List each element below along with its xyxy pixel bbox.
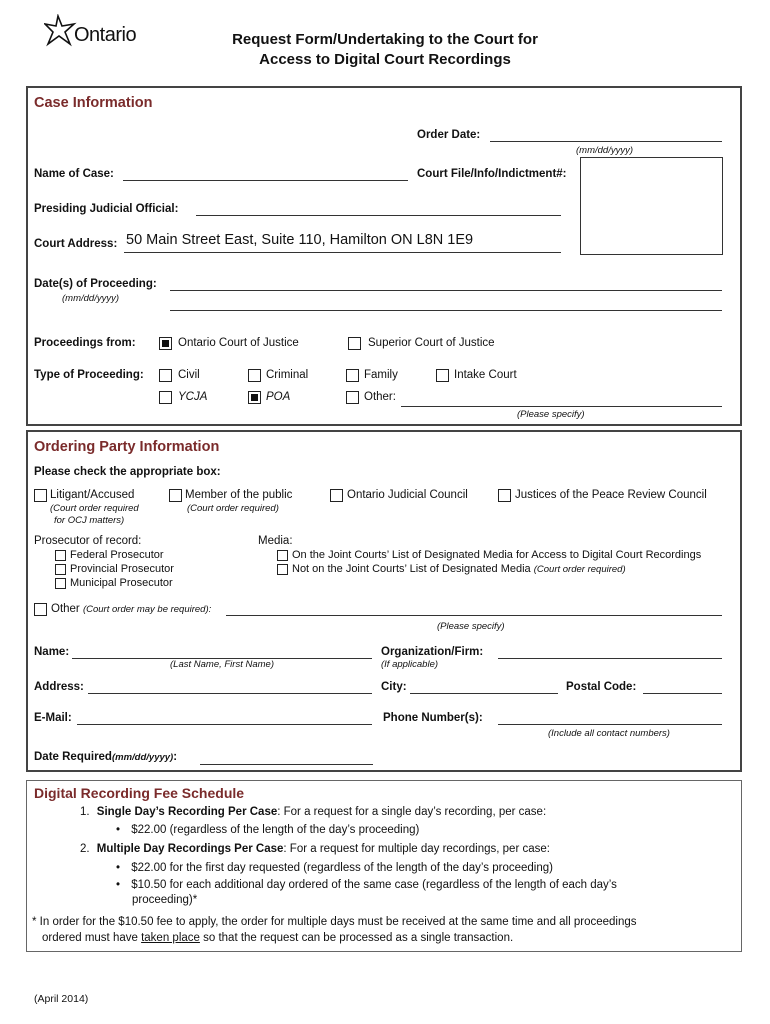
fee-item-2-text: : For a request for multiple day recordings, per case: — [283, 843, 550, 855]
civil-checkbox[interactable] — [159, 369, 172, 382]
other-party-checkbox[interactable] — [34, 603, 47, 616]
other-party-field[interactable] — [226, 615, 722, 616]
other-type-checkbox[interactable] — [346, 391, 359, 404]
litigant-checkbox[interactable] — [34, 489, 47, 502]
fee-item-1-bullet — [116, 824, 419, 836]
check-appropriate-label: Please check the appropriate box: — [34, 466, 221, 478]
fee-item-1-num: 1. — [80, 806, 90, 818]
case-section-title: Case Information — [34, 95, 153, 111]
ycja-checkbox[interactable] — [159, 391, 172, 404]
other-type-label: Other: — [364, 391, 396, 403]
scj-checkbox[interactable] — [348, 337, 361, 350]
fee-item-1-title: Single Day’s Recording Per Case — [96, 806, 278, 818]
city-field[interactable] — [410, 693, 558, 694]
order-date-field[interactable] — [490, 141, 722, 142]
footnote-line-1: * In order for the $10.50 fee to apply, the order for multiple days must be received at the same time and all proceedings — [32, 916, 637, 928]
poa-label: POA — [266, 391, 291, 403]
page-title-line2: Access to Digital Court Recordings — [259, 51, 511, 68]
date-required-hint: (mm/dd/yyyy) — [111, 752, 174, 763]
order-date-label: Order Date: — [417, 129, 481, 141]
fee-item-2 — [80, 843, 550, 855]
email-label: E-Mail: — [34, 712, 72, 724]
date-required-colon: : — [173, 751, 178, 763]
footnote-2c: so that the request can be processed as a single transaction. — [199, 932, 514, 944]
city-label: City: — [381, 681, 407, 693]
media-on-list-label: On the Joint Courts’ List of Designated Media for Access to Digital Court Recordings — [292, 549, 702, 561]
proceedings-from-label: Proceedings from: — [34, 337, 136, 349]
fee-item-2-bullet-2-text-b: proceeding)* — [132, 894, 198, 906]
scj-label: Superior Court of Justice — [368, 337, 495, 349]
media-on-list-checkbox[interactable] — [277, 550, 288, 561]
bullet-icon: • — [116, 862, 121, 874]
federal-label: Federal Prosecutor — [70, 549, 164, 561]
court-address-line — [124, 252, 561, 253]
footnote-2b: taken place — [141, 932, 200, 944]
intake-label: Intake Court — [454, 369, 517, 381]
ocj-label: Ontario Court of Justice — [178, 337, 299, 349]
date-required-field[interactable] — [200, 764, 373, 765]
name-label: Name: — [34, 646, 70, 658]
bullet-icon: • — [116, 879, 121, 891]
court-file-label: Court File/Info/Indictment#: — [417, 168, 567, 180]
org-field[interactable] — [498, 658, 722, 659]
form-date: (April 2014) — [34, 993, 89, 1005]
public-label: Member of the public — [185, 489, 293, 501]
address-label: Address: — [34, 681, 84, 693]
media-not-list-text: Not on the Joint Courts’ List of Designated Media — [292, 563, 531, 575]
postal-code-label: Postal Code: — [566, 681, 637, 693]
litigant-note-2: for OCJ matters) — [54, 515, 125, 526]
intake-checkbox[interactable] — [436, 369, 449, 382]
ojc-checkbox[interactable] — [330, 489, 343, 502]
org-label: Organization/Firm: — [381, 646, 484, 658]
provincial-checkbox[interactable] — [55, 564, 66, 575]
fee-item-2-num: 2. — [80, 843, 90, 855]
phone-label: Phone Number(s): — [383, 712, 483, 724]
type-of-proceeding-label: Type of Proceeding: — [34, 369, 144, 381]
phone-field[interactable] — [498, 724, 722, 725]
other-party-note: (Court order may be required): — [82, 604, 212, 615]
poa-checkbox[interactable] — [248, 391, 261, 404]
dates-field-2[interactable] — [170, 310, 722, 311]
media-not-list-note: (Court order required) — [533, 564, 626, 575]
court-address-label: Court Address: — [34, 238, 118, 250]
postal-code-field[interactable] — [643, 693, 722, 694]
fee-item-2-title: Multiple Day Recordings Per Case — [96, 843, 284, 855]
media-not-list-checkbox[interactable] — [277, 564, 288, 575]
date-required-label — [34, 751, 177, 763]
municipal-checkbox[interactable] — [55, 578, 66, 589]
provincial-label: Provincial Prosecutor — [70, 563, 174, 575]
dates-field-1[interactable] — [170, 290, 722, 291]
fee-item-1-bullet-text: $22.00 (regardless of the length of the day’s proceeding) — [131, 824, 420, 836]
fee-item-2-bullet-1-text: $22.00 for the first day requested (regardless of the length of the day’s proceeding) — [131, 862, 553, 874]
please-specify-hint: (Please specify) — [517, 409, 585, 420]
fee-item-1 — [80, 806, 546, 818]
federal-checkbox[interactable] — [55, 550, 66, 561]
media-label: Media: — [258, 535, 293, 547]
presiding-label: Presiding Judicial Official: — [34, 203, 179, 215]
jprc-checkbox[interactable] — [498, 489, 511, 502]
other-party-label — [51, 603, 211, 615]
bullet-icon: • — [116, 824, 121, 836]
footnote-line-2 — [42, 932, 513, 944]
other-party-text: Other — [51, 603, 80, 615]
page-title-line1: Request Form/Undertaking to the Court for — [232, 31, 538, 48]
court-address-value[interactable]: 50 Main Street East, Suite 110, Hamilton ON L8N 1E9 — [126, 232, 474, 248]
name-hint: (Last Name, First Name) — [170, 659, 274, 670]
logo-text: Ontario — [74, 24, 137, 46]
family-checkbox[interactable] — [346, 369, 359, 382]
criminal-checkbox[interactable] — [248, 369, 261, 382]
media-not-list-label — [292, 563, 626, 575]
order-date-hint: (mm/dd/yyyy) — [576, 145, 633, 156]
address-field[interactable] — [88, 693, 372, 694]
dates-hint: (mm/dd/yyyy) — [62, 293, 119, 304]
fee-item-2-bullet-2 — [116, 879, 617, 891]
dates-of-proceeding-label: Date(s) of Proceeding: — [34, 278, 157, 290]
public-checkbox[interactable] — [169, 489, 182, 502]
date-required-text: Date Required — [34, 751, 112, 763]
ojc-label: Ontario Judicial Council — [347, 489, 468, 501]
civil-label: Civil — [178, 369, 200, 381]
other-party-specify-hint: (Please specify) — [437, 621, 505, 632]
fee-section-title: Digital Recording Fee Schedule — [34, 785, 245, 801]
criminal-label: Criminal — [266, 369, 309, 381]
family-label: Family — [364, 369, 398, 381]
prosecutor-label: Prosecutor of record: — [34, 535, 142, 547]
litigant-label: Litigant/Accused — [50, 489, 135, 501]
jprc-label: Justices of the Peace Review Council — [515, 489, 707, 501]
org-hint: (If applicable) — [381, 659, 439, 670]
name-of-case-field[interactable] — [123, 180, 408, 181]
name-of-case-label: Name of Case: — [34, 168, 114, 180]
phone-hint: (Include all contact numbers) — [548, 728, 670, 739]
ycja-label: YCJA — [178, 391, 208, 403]
fee-item-2-bullet-1 — [116, 862, 553, 874]
public-note: (Court order required) — [187, 503, 279, 514]
footnote-2a: ordered must have — [42, 932, 142, 944]
other-type-field[interactable] — [401, 406, 722, 407]
fee-item-1-text: : For a request for a single day’s recording, per case: — [277, 806, 547, 818]
fee-item-2-bullet-2-text-a: $10.50 for each additional day ordered of the same case (regardless of the length of each day’s — [131, 879, 617, 891]
ordering-section-title: Ordering Party Information — [34, 439, 220, 455]
litigant-note-1: (Court order required — [50, 503, 139, 514]
email-field[interactable] — [77, 724, 372, 725]
municipal-label: Municipal Prosecutor — [70, 577, 173, 589]
presiding-field[interactable] — [196, 215, 561, 216]
ocj-checkbox[interactable] — [159, 337, 172, 350]
court-file-box[interactable] — [580, 157, 723, 255]
